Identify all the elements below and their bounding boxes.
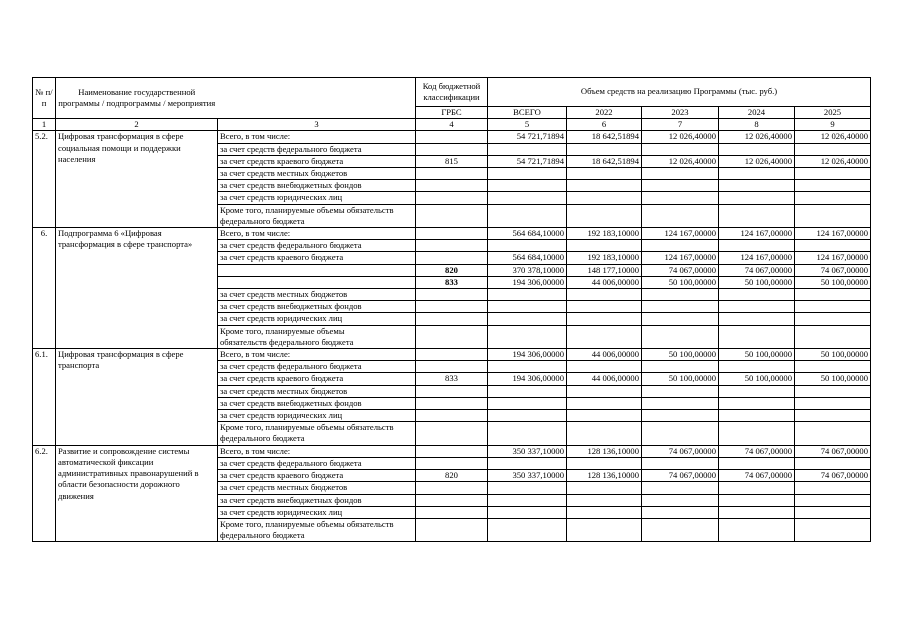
value-2023: 74 067,00000 xyxy=(642,264,719,276)
value-2025: 74 067,00000 xyxy=(795,445,871,457)
row-number: 6.1. xyxy=(33,349,56,446)
header-code: Код бюджетной классификации xyxy=(416,78,488,107)
value-2024: 50 100,00000 xyxy=(719,276,795,288)
source-fed: за счет средств федерального бюджета xyxy=(218,361,416,373)
value-2023: 74 067,00000 xyxy=(642,445,719,457)
value-total: 350 337,10000 xyxy=(488,470,567,482)
row-name: Цифровая трансформация в сфере социальная помощи и поддержки населения xyxy=(56,131,218,228)
row-name: Подпрограмма 6 «Цифровая трансформация в сфере транспорта» xyxy=(56,228,218,349)
source-planned: Кроме того, планируемые объемы обязательств федерального бюджета xyxy=(218,518,416,541)
source-local: за счет средств местных бюджетов xyxy=(218,168,416,180)
value-2025: 124 167,00000 xyxy=(795,252,871,264)
source-total: Всего, в том числе: xyxy=(218,131,416,143)
value-2023: 124 167,00000 xyxy=(642,228,719,240)
value-2023: 12 026,40000 xyxy=(642,131,719,143)
value-2023: 124 167,00000 xyxy=(642,252,719,264)
source-local: за счет средств местных бюджетов xyxy=(218,289,416,301)
value-total: 194 306,00000 xyxy=(488,276,567,288)
value-2022: 44 006,00000 xyxy=(567,276,642,288)
value-2024: 12 026,40000 xyxy=(719,131,795,143)
value-total: 194 306,00000 xyxy=(488,373,567,385)
header-year: 2025 xyxy=(795,107,871,119)
colnum: 4 xyxy=(416,119,488,131)
source-planned: Кроме того, планируемые объемы обязательств федерального бюджета xyxy=(218,325,416,348)
value-2023: 50 100,00000 xyxy=(642,276,719,288)
value-2023: 74 067,00000 xyxy=(642,470,719,482)
source-extra: за счет средств внебюджетных фондов xyxy=(218,494,416,506)
source-extra: за счет средств внебюджетных фондов xyxy=(218,180,416,192)
value-total: 54 721,71894 xyxy=(488,131,567,143)
row-name: Развитие и сопровождение системы автоматической фиксации административных правонарушений в области безопасности дорожного движения xyxy=(56,445,218,542)
source-extra: за счет средств внебюджетных фондов xyxy=(218,397,416,409)
value-2024: 50 100,00000 xyxy=(719,373,795,385)
grbs-code: 820 xyxy=(416,470,488,482)
colnum: 9 xyxy=(795,119,871,131)
source-local: за счет средств местных бюджетов xyxy=(218,482,416,494)
value-2022: 128 136,10000 xyxy=(567,470,642,482)
value-2022: 44 006,00000 xyxy=(567,349,642,361)
grbs-code: 820 xyxy=(416,264,488,276)
value-2022: 192 183,10000 xyxy=(567,228,642,240)
value-2022: 192 183,10000 xyxy=(567,252,642,264)
value-total: 564 684,10000 xyxy=(488,252,567,264)
header-total: ВСЕГО xyxy=(488,107,567,119)
header-year: 2023 xyxy=(642,107,719,119)
grbs-code: 815 xyxy=(416,155,488,167)
header-grbs: ГРБС xyxy=(416,107,488,119)
value-2024: 12 026,40000 xyxy=(719,155,795,167)
row-number: 6. xyxy=(33,228,56,349)
value-2025: 50 100,00000 xyxy=(795,373,871,385)
source-total: Всего, в том числе: xyxy=(218,349,416,361)
source-fed: за счет средств федерального бюджета xyxy=(218,457,416,469)
value-2023: 12 026,40000 xyxy=(642,155,719,167)
row-number: 6.2. xyxy=(33,445,56,542)
value-2024: 74 067,00000 xyxy=(719,470,795,482)
header-year: 2024 xyxy=(719,107,795,119)
source-legal: за счет средств юридических лиц xyxy=(218,506,416,518)
row-name: Цифровая трансформация в сфере транспорта xyxy=(56,349,218,446)
source-krai: за счет средств краевого бюджета xyxy=(218,252,416,264)
source-total: Всего, в том числе: xyxy=(218,445,416,457)
header-year: 2022 xyxy=(567,107,642,119)
value-2025: 74 067,00000 xyxy=(795,470,871,482)
value-2025: 12 026,40000 xyxy=(795,131,871,143)
grbs-cell xyxy=(416,131,488,143)
value-2022: 44 006,00000 xyxy=(567,373,642,385)
value-2025: 12 026,40000 xyxy=(795,155,871,167)
source-legal: за счет средств юридических лиц xyxy=(218,410,416,422)
grbs-code: 833 xyxy=(416,276,488,288)
row-number: 5.2. xyxy=(33,131,56,228)
value-total: 194 306,00000 xyxy=(488,349,567,361)
value-2025: 74 067,00000 xyxy=(795,264,871,276)
value-total: 54 721,71894 xyxy=(488,155,567,167)
value-2024: 124 167,00000 xyxy=(719,252,795,264)
value-2024: 74 067,00000 xyxy=(719,445,795,457)
colnum: 3 xyxy=(218,119,416,131)
value-2024: 74 067,00000 xyxy=(719,264,795,276)
header-num: № п/п xyxy=(33,78,56,119)
source-fed: за счет средств федерального бюджета xyxy=(218,143,416,155)
source-planned: Кроме того, планируемые объемы обязательств федерального бюджета xyxy=(218,204,416,227)
colnum: 1 xyxy=(33,119,56,131)
budget-table xyxy=(32,77,871,542)
value-2024: 50 100,00000 xyxy=(719,349,795,361)
value-2022: 18 642,51894 xyxy=(567,131,642,143)
grbs-code: 833 xyxy=(416,373,488,385)
colnum: 8 xyxy=(719,119,795,131)
value-2024: 124 167,00000 xyxy=(719,228,795,240)
source-legal: за счет средств юридических лиц xyxy=(218,313,416,325)
value-2022: 128 136,10000 xyxy=(567,445,642,457)
colnum: 5 xyxy=(488,119,567,131)
value-2025: 50 100,00000 xyxy=(795,349,871,361)
source-local: за счет средств местных бюджетов xyxy=(218,385,416,397)
source-total: Всего, в том числе: xyxy=(218,228,416,240)
colnum: 2 xyxy=(56,119,218,131)
value-2022: 148 177,10000 xyxy=(567,264,642,276)
source-extra: за счет средств внебюджетных фондов xyxy=(218,301,416,313)
source-krai: за счет средств краевого бюджета xyxy=(218,470,416,482)
colnum: 7 xyxy=(642,119,719,131)
header-name-cont xyxy=(218,78,416,119)
value-total: 564 684,10000 xyxy=(488,228,567,240)
source-legal: за счет средств юридических лиц xyxy=(218,192,416,204)
value-total: 370 378,10000 xyxy=(488,264,567,276)
source-krai: за счет средств краевого бюджета xyxy=(218,155,416,167)
value-2023: 50 100,00000 xyxy=(642,349,719,361)
source-planned: Кроме того, планируемые объемы обязательств федерального бюджета xyxy=(218,422,416,445)
source-fed: за счет средств федерального бюджета xyxy=(218,240,416,252)
value-2025: 124 167,00000 xyxy=(795,228,871,240)
value-2025: 50 100,00000 xyxy=(795,276,871,288)
value-total: 350 337,10000 xyxy=(488,445,567,457)
colnum: 6 xyxy=(567,119,642,131)
source-krai: за счет средств краевого бюджета xyxy=(218,373,416,385)
header-volume: Объем средств на реализацию Программы (тыс. руб.) xyxy=(488,78,871,107)
value-2022: 18 642,51894 xyxy=(567,155,642,167)
header-name: Наименование государственной программы / подпрограммы / мероприятия xyxy=(56,78,218,119)
value-2023: 50 100,00000 xyxy=(642,373,719,385)
